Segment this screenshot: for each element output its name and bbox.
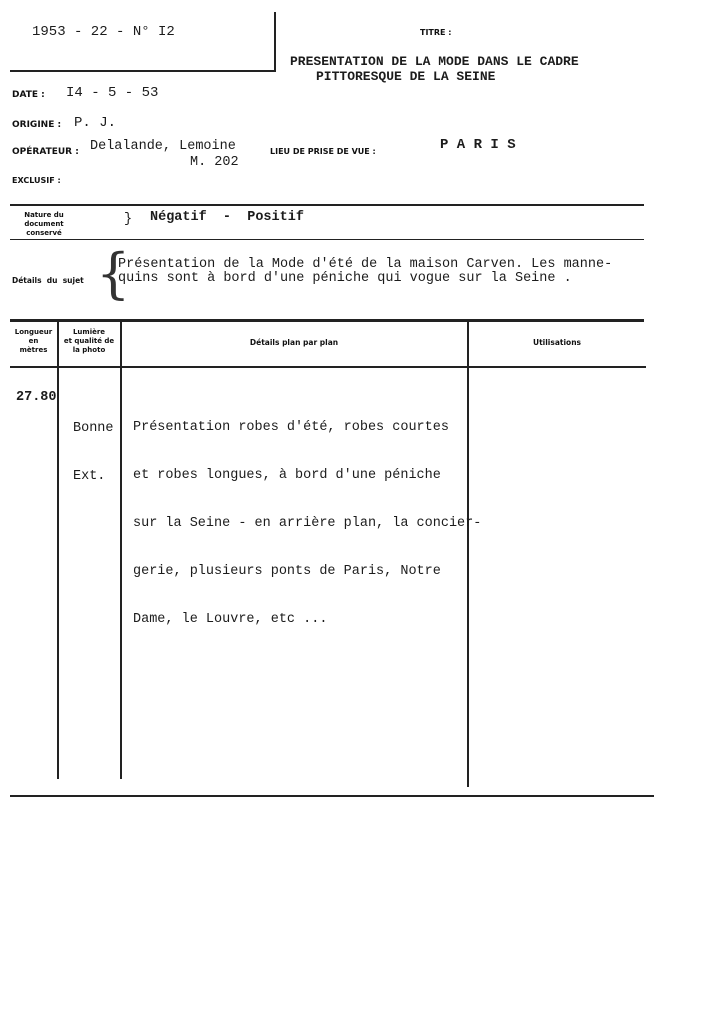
header-lumiere: Lumière et qualité de la photo — [63, 328, 115, 354]
row-details-line: et robes longues, à bord d'une péniche — [133, 468, 441, 483]
header-divider-horizontal — [10, 70, 276, 72]
row-details-line: sur la Seine - en arrière plan, la concier- — [133, 516, 482, 531]
details-sujet-brace: { — [96, 242, 131, 305]
exclusif-label: EXCLUSIF : — [12, 176, 61, 185]
titre-line-1: PRESENTATION DE LA MODE DANS LE CADRE — [290, 54, 579, 69]
reference-number: 1953 - 22 - N° I2 — [32, 24, 175, 40]
header-utilisations: Utilisations — [532, 338, 582, 347]
operateur-label: OPÉRATEUR : — [12, 147, 79, 157]
row-details-line: Présentation robes d'été, robes courtes — [133, 420, 449, 435]
nature-top-rule — [10, 204, 644, 206]
operateur-value-line-1: Delalande, Lemoine — [90, 139, 236, 154]
origine-label: ORIGINE : — [12, 120, 62, 130]
operateur-value-line-2: M. 202 — [190, 155, 239, 170]
row-longueur: 27.80 — [16, 390, 57, 405]
header-divider-vertical — [274, 12, 276, 70]
lieu-label: LIEU DE PRISE DE VUE : — [270, 147, 376, 156]
details-sujet-line-2: quins sont à bord d'une péniche qui vogue sur la Seine . — [118, 271, 572, 286]
nature-bracket: } — [124, 212, 133, 227]
details-sujet-line-1: Présentation de la Mode d'été de la maison Carven. Les manne- — [118, 257, 613, 272]
titre-label: TITRE : — [420, 28, 452, 37]
row-details-line: Dame, le Louvre, etc ... — [133, 612, 328, 627]
row-lumiere: Bonne Ext. — [73, 421, 114, 484]
row-details-line: gerie, plusieurs ponts de Paris, Notre — [133, 564, 441, 579]
details-sujet-label: Détails du sujet — [12, 276, 84, 285]
table-col-divider-2 — [120, 321, 122, 779]
header-details: Détails plan par plan — [249, 338, 339, 347]
table-bottom-rule — [10, 795, 654, 797]
nature-label: Nature du document conservé — [24, 211, 64, 237]
origine-value: P. J. — [74, 115, 117, 131]
row-details — [133, 388, 481, 644]
table-top-rule — [10, 319, 644, 322]
nature-bottom-rule — [10, 239, 644, 240]
table-col-divider-1 — [57, 321, 59, 779]
date-label: DATE : — [12, 90, 45, 100]
header-longueur: Longueur en mètres — [14, 328, 53, 354]
date-value: I4 - 5 - 53 — [66, 85, 159, 101]
nature-value: Négatif - Positif — [150, 210, 304, 225]
table-header-rule — [10, 366, 646, 368]
titre-line-2: PITTORESQUE DE LA SEINE — [316, 69, 496, 84]
lieu-value: P A R I S — [440, 137, 516, 153]
